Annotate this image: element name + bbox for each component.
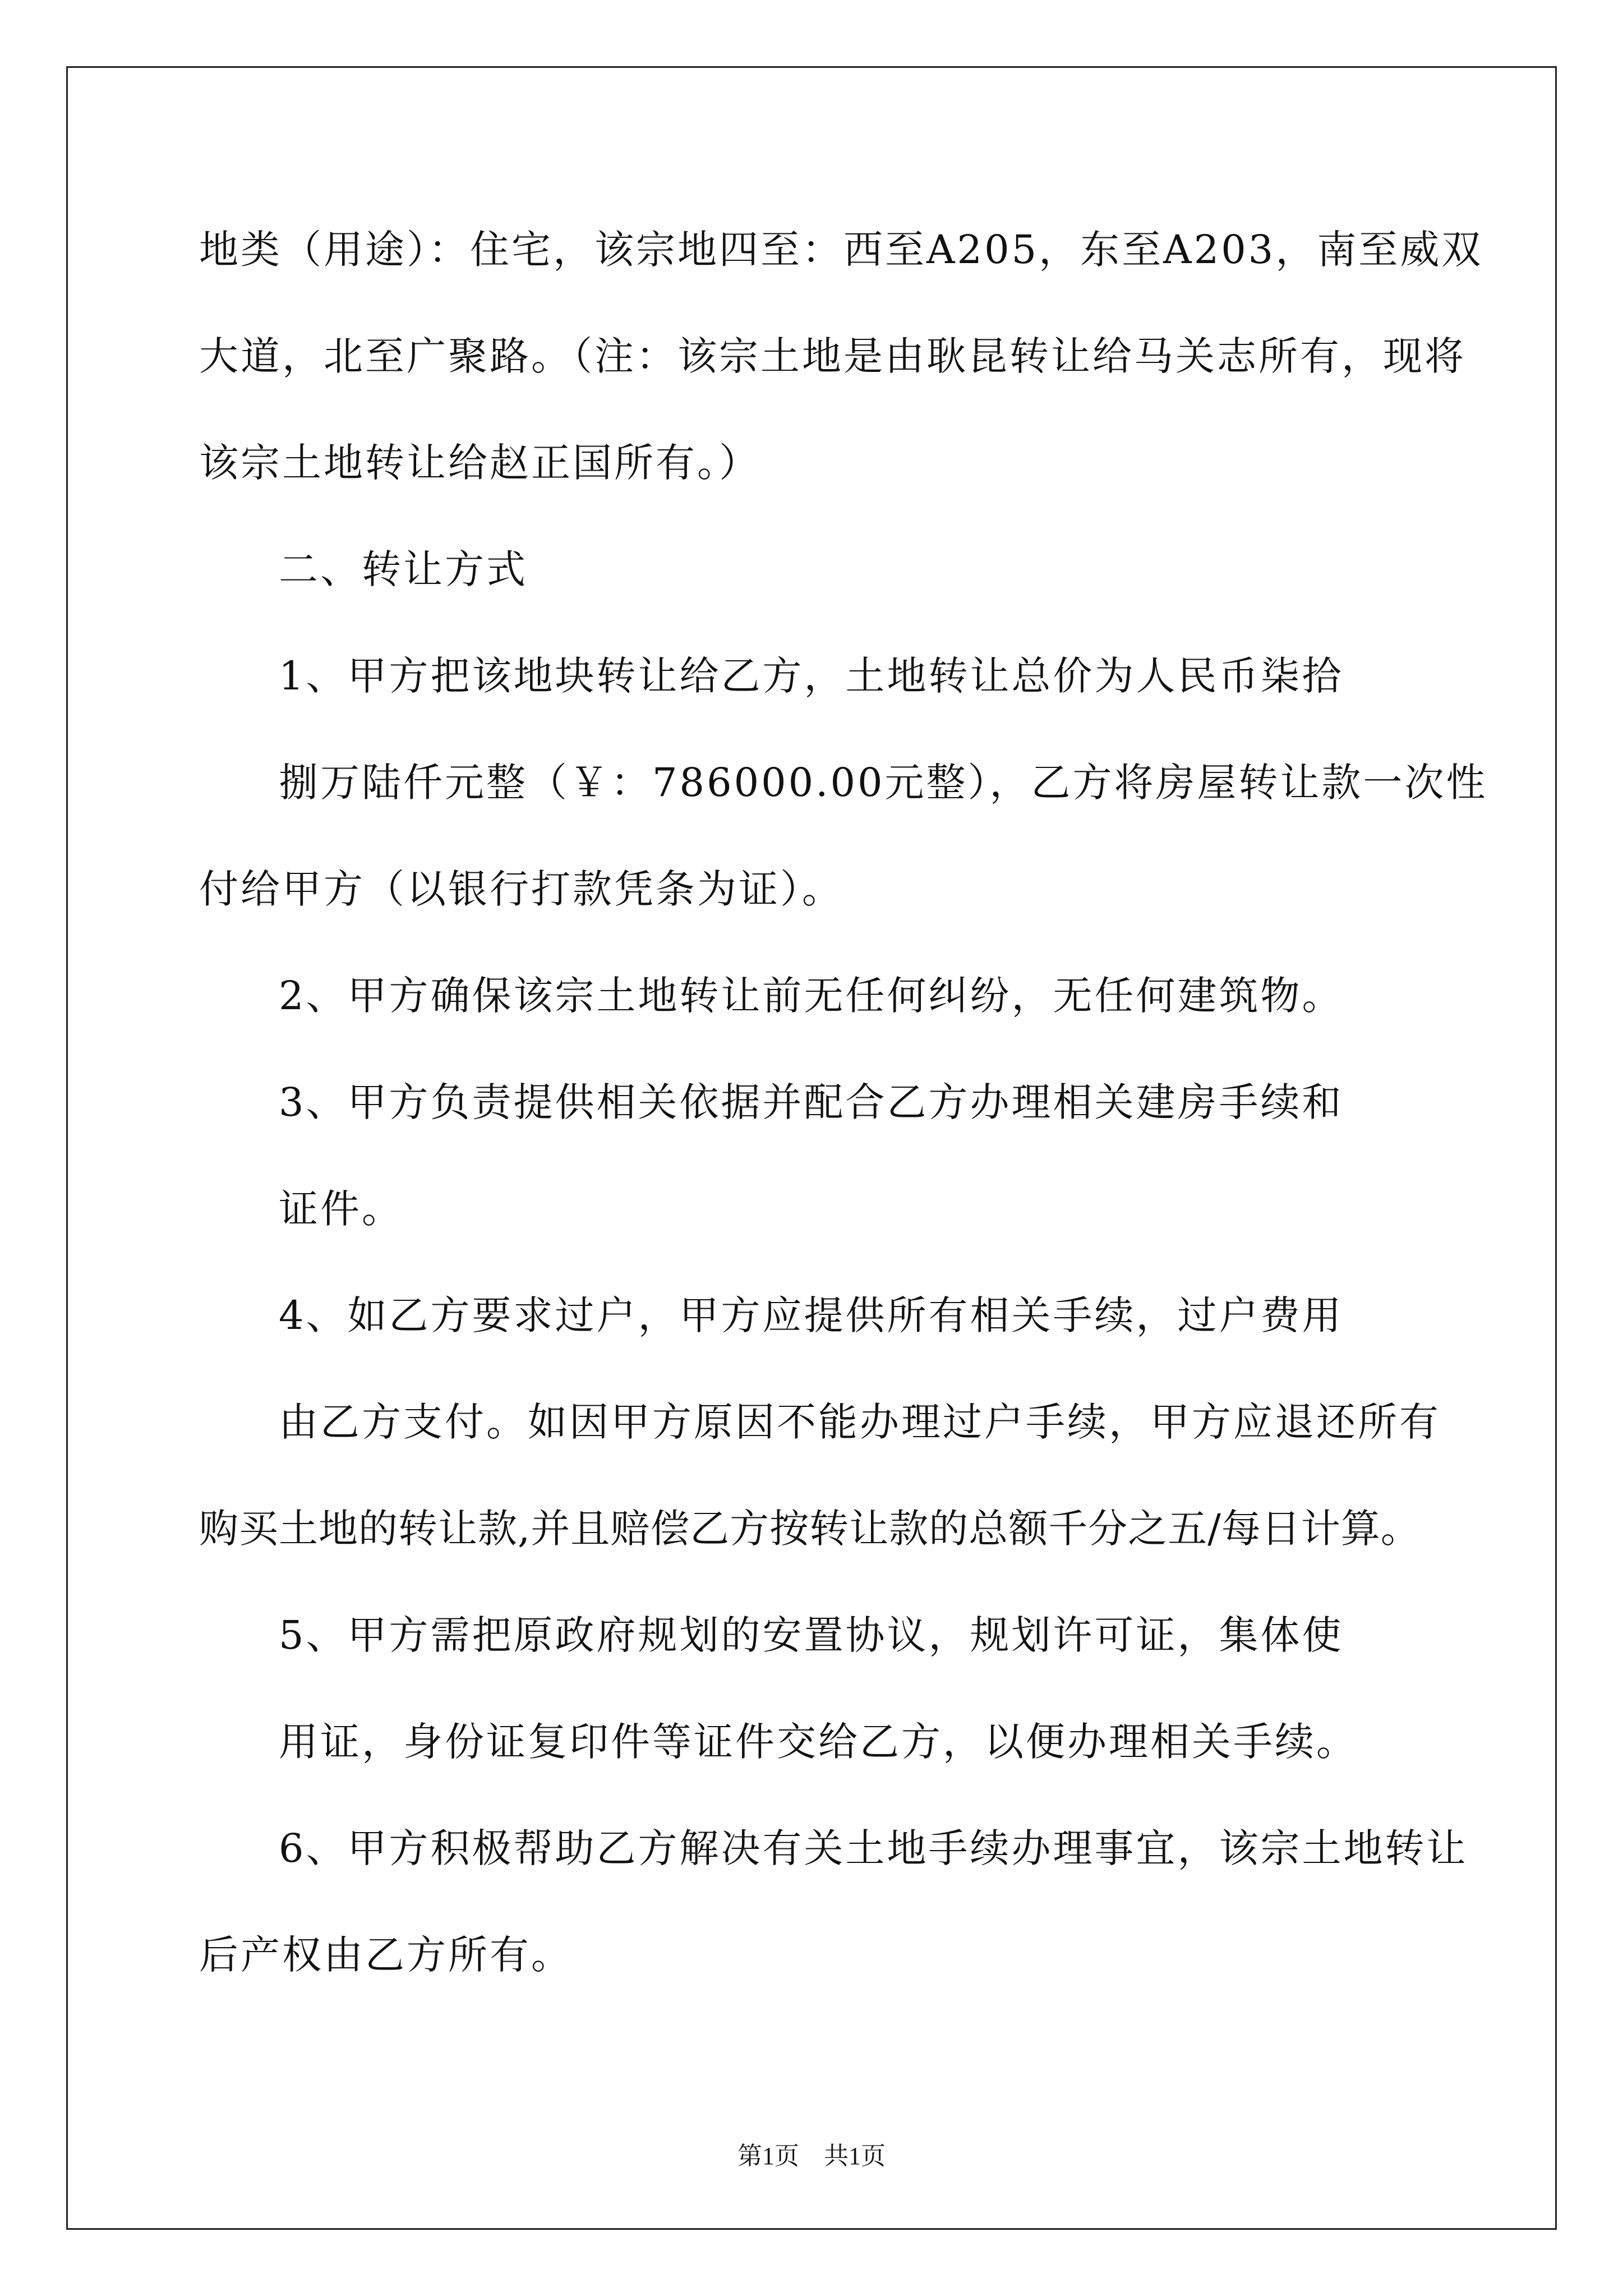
clause-4-line-3: 购买土地的转让款,并且赔偿乙方按转让款的总额千分之五/每日计算。 (199, 1506, 1421, 1552)
clause-1-line-2: 捌万陆仟元整（￥：786000.00元整），乙方将房屋转让款一次性 (279, 760, 1488, 806)
clause-3-line-2: 证件。 (279, 1186, 403, 1232)
text-line-2: 大道，北至广聚路。（注：该宗土地是由耿昆转让给马关志所有，现将 (199, 333, 1466, 379)
clause-5-line-1: 5、甲方需把原政府规划的安置协议，规划许可证，集体使 (279, 1612, 1344, 1658)
clause-4-line-1: 4、如乙方要求过户，甲方应提供所有相关手续，过户费用 (279, 1292, 1344, 1338)
clause-1-line-1: 1、甲方把该地块转让给乙方，土地转让总价为人民币柒拾 (279, 653, 1344, 699)
clause-6-line-2: 后产权由乙方所有。 (199, 1932, 573, 1978)
clause-3-line-1: 3、甲方负责提供相关依据并配合乙方办理相关建房手续和 (279, 1079, 1344, 1125)
clause-1-line-3: 付给甲方（以银行打款凭条为证）。 (199, 866, 843, 912)
page-border (66, 66, 1557, 2230)
page-footer: 第1页 共1页 (737, 2142, 886, 2170)
text-line-3: 该宗土地转让给赵正国所有。） (199, 440, 760, 486)
clause-5-line-2: 用证，身份证复印件等证件交给乙方，以便办理相关手续。 (279, 1719, 1358, 1765)
clause-6-line-1: 6、甲方积极帮助乙方解决有关土地手续办理事宜，该宗土地转让 (279, 1825, 1468, 1871)
clause-4-line-2: 由乙方支付。如因甲方原因不能办理过户手续，甲方应退还所有 (279, 1399, 1441, 1445)
text-line-1: 地类（用途）：住宅，该宗地四至：西至A205，东至A203，南至威双 (199, 227, 1483, 273)
section-heading: 二、转让方式 (279, 546, 528, 592)
clause-2: 2、甲方确保该宗土地转让前无任何纠纷，无任何建筑物。 (279, 973, 1344, 1019)
